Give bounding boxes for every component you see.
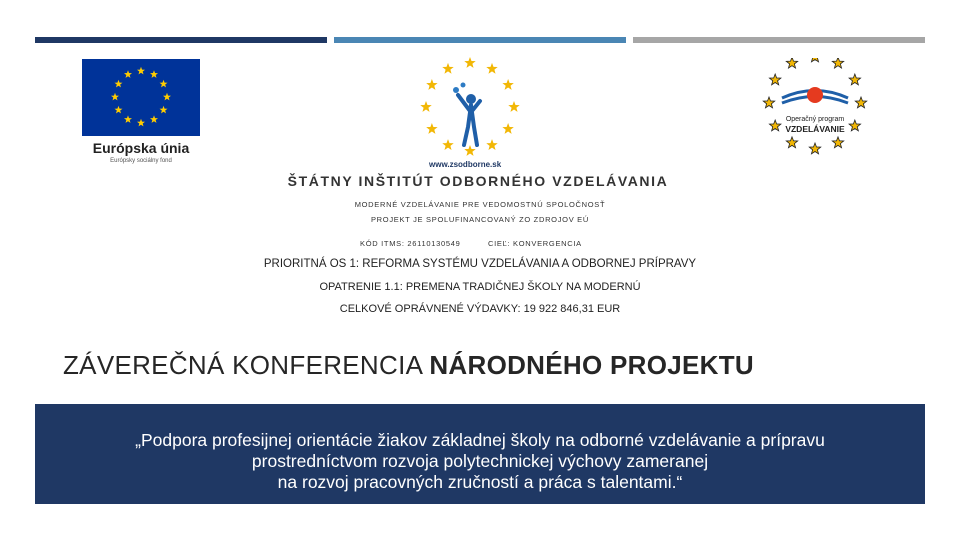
star-icon [508,101,519,112]
star-circle-figure-icon [414,55,526,160]
ciel-label: CIEĽ: KONVERGENCIA [488,239,582,248]
star-icon [442,139,453,150]
star-icon [809,143,820,154]
star-icon [137,67,145,75]
star-icon [426,123,437,134]
star-icon [114,106,122,114]
priority-axis: PRIORITNÁ OS 1: REFORMA SYSTÉMU VZDELÁVANIA A ODBORNEJ PRÍPRAVY [263,258,697,270]
star-icon [464,145,475,156]
eu-flag-icon [82,59,200,136]
star-icon [502,123,513,134]
conference-title-bold: NÁRODNÉHO PROJEKTU [429,350,754,380]
star-icon [124,115,132,123]
star-icon [786,137,797,148]
school-logo [414,55,526,170]
quote-band [35,404,925,504]
itms-code: KÓD ITMS: 26110130549 [360,239,461,248]
star-icon [163,93,171,101]
quote-line-1: „Podpora profesijnej orientácie žiakov základnej školy na odborné vzdelávanie a prípravu [135,430,825,450]
star-icon [809,58,820,62]
top-bar-gray [633,37,925,43]
op-logo-line2: VZDELÁVANIE [785,124,845,134]
star-icon [137,119,145,127]
star-icon [832,137,843,148]
eu-logo-title: Európska únia [92,140,190,156]
star-icon [486,139,497,150]
quote-line-3: na rozvoj pracovných zručností a práca s talentami.“ [277,472,683,492]
op-star-ring-icon [760,58,870,168]
star-icon [786,58,797,68]
star-icon [160,80,168,88]
star-icon [150,70,158,78]
top-bar-navy [35,37,327,43]
star-icon [849,120,860,131]
eu-stars-icon [82,59,200,136]
star-icon [160,106,168,114]
measure-line: OPATRENIE 1.1: PREMENA TRADIČNEJ ŠKOLY NA MODERNÚ [319,281,641,293]
star-icon [150,115,158,123]
star-icon [855,97,866,108]
star-icon [763,97,774,108]
eu-logo-subtitle: Európsky sociálny fond [110,158,172,164]
star-icon [442,63,453,74]
eu-logo [81,58,201,178]
star-icon [464,57,475,68]
total-expenses: CELKOVÉ OPRÁVNENÉ VÝDAVKY: 19 922 846,31 EUR [339,303,621,315]
quote-text [35,430,925,493]
op-vzdelavanie-logo [760,58,870,168]
institute-title: ŠTÁTNY INŠTITÚT ODBORNÉHO VZDELÁVANIA [287,173,669,189]
star-icon [124,70,132,78]
conference-title [63,350,754,381]
top-bar-blue [334,37,626,43]
star-icon [114,80,122,88]
star-icon [849,74,860,85]
conference-title-regular: ZÁVEREČNÁ KONFERENCIA [63,350,430,380]
project-line-1: MODERNÉ VZDELÁVANIE PRE VEDOMOSTNÚ SPOLOČNOSŤ [354,200,606,209]
star-icon [769,74,780,85]
project-line-2: PROJEKT JE SPOLUFINANCOVANÝ ZO ZDROJOV EÚ [370,215,590,224]
star-icon [769,120,780,131]
star-icon [420,101,431,112]
star-icon [426,79,437,90]
op-logo-line1: Operačný program [785,116,845,123]
star-icon [832,58,843,68]
school-url: www.zsodborne.sk [429,160,502,169]
star-icon [502,79,513,90]
star-icon [111,93,119,101]
quote-line-2: prostredníctvom rozvoja polytechnickej výchovy zameranej [251,451,709,471]
star-icon [486,63,497,74]
